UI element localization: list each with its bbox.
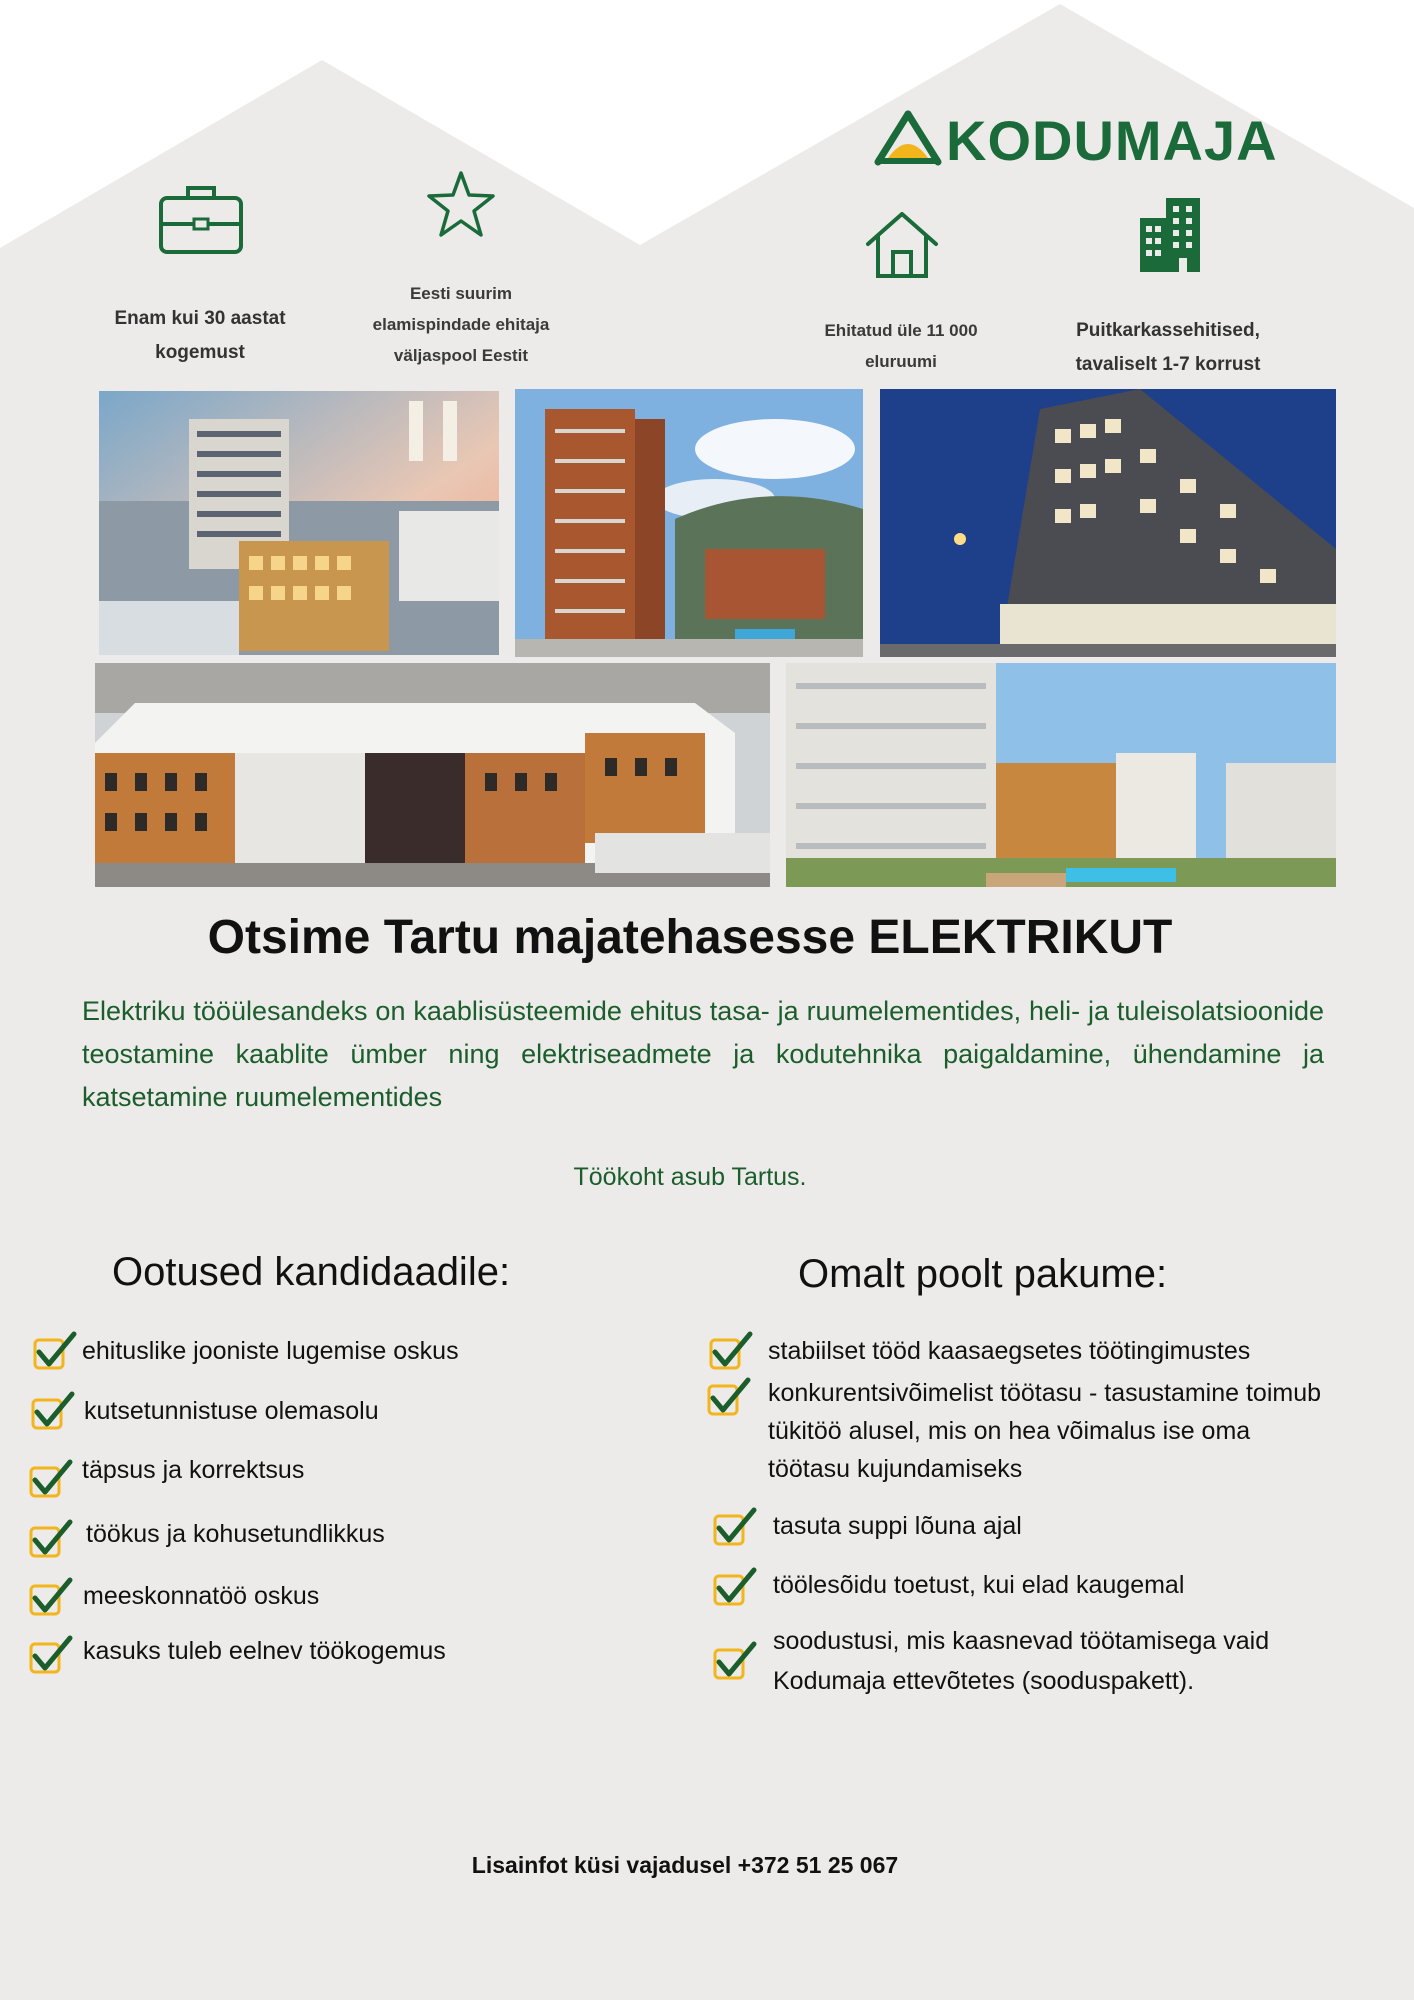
- check-icon: [712, 1506, 758, 1548]
- list-item-text: töökus ja kohusetundlikkus: [86, 1520, 385, 1548]
- building-icon: [1136, 194, 1204, 274]
- check-icon: [30, 1390, 76, 1432]
- list-item-text: kasuks tuleb eelnev töökogemus: [83, 1637, 446, 1665]
- feature-largest-builder: Eesti suurim elamispindade ehitaja väljaspool Eestit: [372, 284, 550, 365]
- list-item-text: stabiilset tööd kaasaegsetes töötingimustes: [768, 1337, 1251, 1365]
- photo-building-5: [786, 663, 1336, 887]
- check-icon: [32, 1330, 78, 1372]
- photo-building-1: [99, 391, 499, 655]
- check-icon: [28, 1576, 74, 1618]
- offers-heading: Omalt poolt pakume:: [798, 1252, 1168, 1296]
- feature-experience: Enam kui 30 aastat kogemust: [114, 308, 286, 363]
- photo-building-2: [515, 389, 863, 657]
- check-icon: [706, 1376, 752, 1418]
- logo-mark-icon: [872, 110, 944, 172]
- check-icon: [28, 1518, 74, 1560]
- check-icon: [712, 1640, 758, 1682]
- list-item-text: täpsus ja korrektsus: [82, 1456, 305, 1484]
- feature-homes-built: Ehitatud üle 11 000 eluruumi: [824, 321, 978, 371]
- contact-info: Lisainfot küsi vajadusel +372 51 25 067: [471, 1852, 899, 1878]
- list-item-text: meeskonnatöö oskus: [83, 1582, 320, 1610]
- list-item-text: kutsetunnistuse olemasolu: [84, 1397, 379, 1425]
- photo-building-3: [880, 389, 1336, 657]
- check-icon: [708, 1330, 754, 1372]
- expectations-heading: Ootused kandidaadile:: [112, 1250, 511, 1294]
- photo-building-4: [95, 663, 770, 887]
- house-icon: [864, 210, 940, 280]
- list-item-text: soodustusi, mis kaasnevad töötamisega vaid Kodumaja ettevõtetes (sooduspakett).: [773, 1627, 1270, 1695]
- briefcase-icon: [158, 182, 244, 256]
- star-icon: [426, 170, 496, 238]
- job-location: Töökoht asub Tartus.: [573, 1163, 807, 1191]
- list-item-text: tasuta suppi lõuna ajal: [773, 1512, 1022, 1540]
- logo-text: KODUMAJA: [946, 109, 1278, 172]
- list-item-text: töölesõidu toetust, kui elad kaugemal: [773, 1571, 1185, 1599]
- page-title: Otsime Tartu majatehasesse ELEKTRIKUT: [207, 911, 1173, 964]
- feature-timber-frame: Puitkarkassehitised, tavaliselt 1-7 korrust: [1075, 320, 1261, 375]
- list-item-text: ehituslike jooniste lugemise oskus: [82, 1337, 459, 1365]
- list-item-text: konkurentsivõimelist töötasu - tasustamine toimub tükitöö alusel, mis on hea võimalus ise oma töötasu kujundamiseks: [768, 1379, 1322, 1483]
- check-icon: [28, 1458, 74, 1500]
- logo: [872, 108, 1278, 174]
- check-icon: [28, 1634, 74, 1676]
- job-description: Elektriku tööülesandeks on kaablisüsteemide ehitus tasa- ja ruumelementides, heli- ja tuleisolatsioonide teostamine kaablite ümber ning elektriseadmete ja kodutehnika paigaldamine, ühendamine ja katsetamine ruumelementides: [82, 996, 1324, 1112]
- check-icon: [712, 1566, 758, 1608]
